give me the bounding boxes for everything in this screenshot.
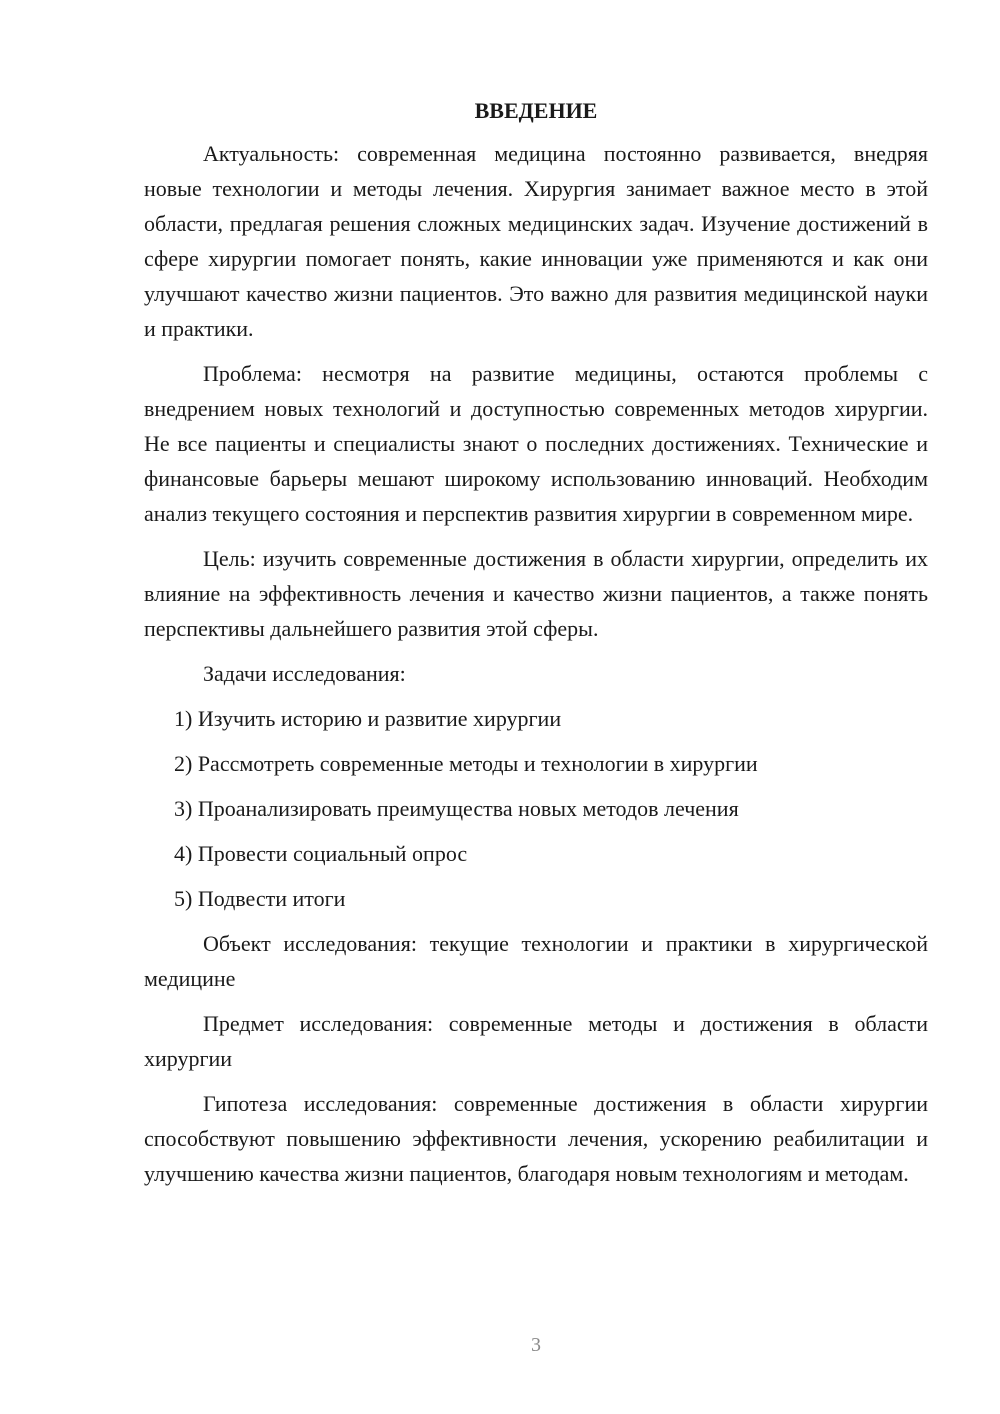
list-item: 4) Провести социальный опрос	[174, 841, 468, 866]
paragraph-hypothesis: Гипотеза исследования: современные достижения в области хирургии способствуют повышению эффективности лечения, ускорению реабилитации и улучшению качества жизни пациентов, благодаря новым технологиям и методам.	[144, 1091, 928, 1186]
paragraph-problem: Проблема: несмотря на развитие медицины, остаются проблемы с внедрением новых технологий и доступностью современных методов хирургии. Не все пациенты и специалисты знают о последних достижениях. Технические и финансовые барьеры мешают широкому использованию инноваций. Необходим анализ текущего состояния и перспектив развития хирургии в современном мире.	[144, 361, 928, 526]
list-item: 3) Проанализировать преимущества новых методов лечения	[174, 796, 739, 821]
page-number: 3	[531, 1334, 541, 1356]
paragraph-subject: Предмет исследования: современные методы и достижения в области хирургии	[144, 1011, 928, 1071]
list-item: 2) Рассмотреть современные методы и технологии в хирургии	[174, 751, 758, 776]
paragraph-tasks-intro: Задачи исследования:	[203, 661, 406, 686]
page-content	[144, 96, 928, 1201]
section-heading: ВВЕДЕНИЕ	[474, 98, 598, 123]
paragraph-relevance: Актуальность: современная медицина постоянно развивается, внедряя новые технологии и методы лечения. Хирургия занимает важное место в этой области, предлагая решения сложных медицинских задач. Изучение достижений в сфере хирургии помогает понять, какие инновации уже применяются и как они улучшают качество жизни пациентов. Это важно для развития медицинской науки и практики.	[144, 141, 928, 341]
tasks-list	[144, 701, 928, 916]
paragraph-object: Объект исследования: текущие технологии и практики в хирургической медицине	[144, 931, 928, 991]
paragraph-goal: Цель: изучить современные достижения в области хирургии, определить их влияние на эффективность лечения и качество жизни пациентов, а также понять перспективы дальнейшего развития этой сферы.	[144, 546, 928, 641]
list-item: 1) Изучить историю и развитие хирургии	[174, 706, 562, 731]
list-item: 5) Подвести итоги	[174, 886, 346, 911]
